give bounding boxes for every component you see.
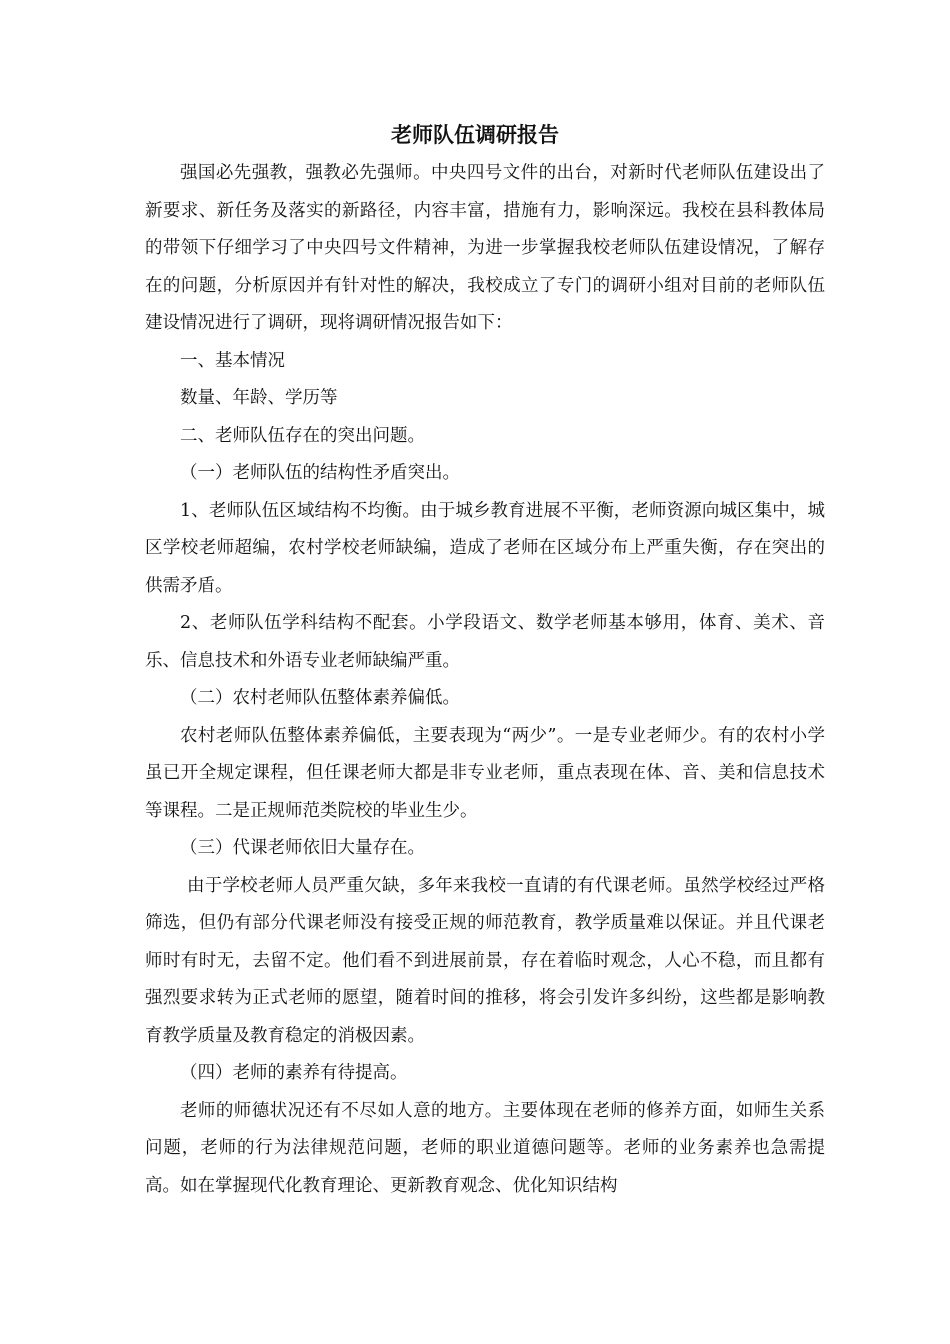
section-heading-2: 二、老师队伍存在的突出问题。	[180, 425, 425, 446]
subsection-heading-2: （二）农村老师队伍整体素养偏低。	[180, 688, 460, 708]
subsection-heading-1: （一）老师队伍的结构性矛盾突出。	[180, 463, 460, 483]
subsection-heading-3: （三）代课老师依旧大量存在。	[180, 838, 425, 858]
paragraph-region-structure: 1、老师队伍区域结构不均衡。由于城乡教育进展不平衡，老师资源向城区集中，城区学校老师超编，农村学校老师缺编，造成了老师在区域分布上严重失衡，存在突出的供需矛盾。	[145, 500, 825, 596]
document-title: 老师队伍调研报告	[391, 122, 559, 147]
subsection-heading-4: （四）老师的素养有待提高。	[180, 1063, 408, 1083]
paragraph-intro: 强国必先强教，强教必先强师。中央四号文件的出台，对新时代老师队伍建设出了新要求、新任务及落实的新路径，内容丰富，措施有力，影响深远。我校在县科教体局的带领下仔细学习了中央四号文件精神，为进一步掌握我校老师队伍建设情况，了解存在的问题，分析原因并有针对性的解决，我校成立了专门的调研小组对目前的老师队伍建设情况进行了调研，现将调研情况报告如下：	[145, 163, 825, 333]
paragraph-substitute-teachers: 由于学校老师人员严重欠缺，多年来我校一直请的有代课老师。虽然学校经过严格筛选，但仍有部分代课老师没有接受正规的师范教育，教学质量难以保证。并且代课老师时有时无，去留不定。他们看不到进展前景，存在着临时观念，人心不稳，而且都有强烈要求转为正式老师的愿望，随着时间的推移，将会引发许多纠纷，这些都是影响教育教学质量及教育稳定的消极因素。	[145, 875, 825, 1046]
paragraph-rural-quality: 农村老师队伍整体素养偏低，主要表现为“两少”。一是专业老师少。有的农村小学虽已开全规定课程，但任课老师大都是非专业老师，重点表现在体、音、美和信息技术等课程。二是正规师范类院校的毕业生少。	[145, 725, 825, 821]
paragraph-subject-structure: 2、老师队伍学科结构不配套。小学段语文、数学老师基本够用，体育、美术、音乐、信息技术和外语专业老师缺编严重。	[145, 613, 825, 671]
paragraph-teacher-quality: 老师的师德状况还有不尽如人意的地方。主要体现在老师的修养方面，如师生关系问题，老师的行为法律规范问题，老师的职业道德问题等。老师的业务素养也急需提高。如在掌握现代化教育理论、更新教育观念、优化知识结构	[145, 1100, 825, 1196]
section-heading-1: 一、基本情况	[180, 350, 285, 371]
document-body	[145, 155, 825, 1205]
paragraph-basic-info: 数量、年龄、学历等	[180, 388, 338, 408]
